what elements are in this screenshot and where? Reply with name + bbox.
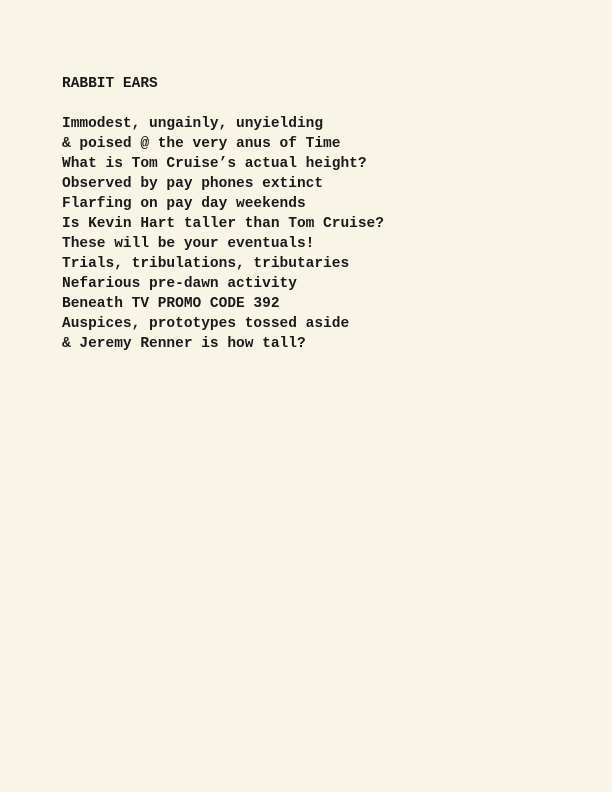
- poem-line: & poised @ the very anus of Time: [62, 136, 341, 152]
- poem-line: Immodest, ungainly, unyielding: [62, 116, 324, 132]
- poem-line: These will be your eventuals!: [62, 236, 315, 252]
- poem-body: [62, 114, 384, 354]
- poem-line: Trials, tribulations, tributaries: [62, 256, 350, 272]
- poem-line: Observed by pay phones extinct: [62, 176, 324, 192]
- poem-line: Flarfing on pay day weekends: [62, 196, 306, 212]
- poem-line: & Jeremy Renner is how tall?: [62, 336, 306, 352]
- poem-line: Auspices, prototypes tossed aside: [62, 316, 350, 332]
- poem-title: RABBIT EARS: [62, 76, 158, 92]
- poem-line: Is Kevin Hart taller than Tom Cruise?: [62, 216, 384, 232]
- poem-line: What is Tom Cruise’s actual height?: [62, 156, 367, 172]
- poem-line: Nefarious pre-dawn activity: [62, 276, 297, 292]
- poem-line: Beneath TV PROMO CODE 392: [62, 296, 280, 312]
